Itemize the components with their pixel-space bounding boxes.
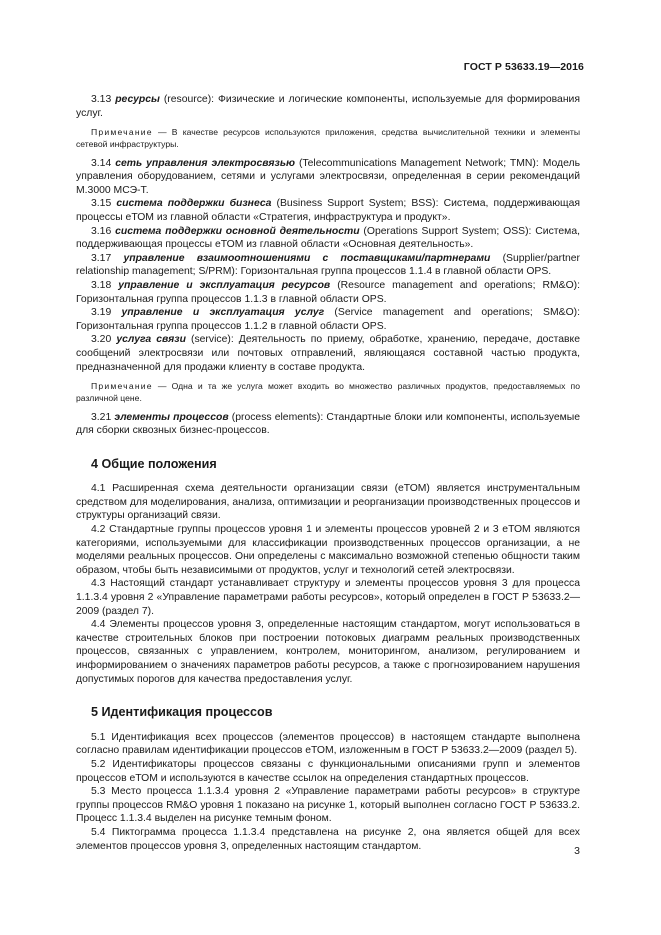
term-3-18: 3.18 управление и эксплуатация ресурсов (Resource management and operations; RM&O): Горизонтальная группа процессов 1.1.3 в главной области OPS.: [76, 279, 581, 305]
term-3-20: 3.20 услуга связи (service): Деятельность по приему, обработке, хранению, передаче, доставке сообщений электросвязи или почтовых отправлений, являющаяся составной частью продукта, предназначенной для продажи клиенту в составе продукта.: [76, 334, 580, 373]
standard-header: ГОСТ Р 53633.19—2016: [463, 61, 584, 73]
para-4-4: 4.4 Элементы процессов уровня 3, определенные настоящим стандартом, могут использоваться в качестве строительных блоков при построении потоковых диаграмм реальных производственных процессов, связанных с управлением, контролем, мониторингом, анализом, регулированием и информированием о значениях параметров работы ресурсов, а также с прогнозированием нарушения допустимых порогов для качества предоставления услуг.: [76, 619, 580, 685]
para-5-3: 5.3 Место процесса 1.1.3.4 уровня 2 «Управление параметрами работы ресурсов» в структуре группы процессов RM&O уровня 1 показано на рисунке 1, который выполнен согласно ГОСТ Р 53633.2. Процесс 1.1.3.4 выделен на рисунке темным фоном.: [76, 786, 580, 825]
para-5-4: 5.4 Пиктограмма процесса 1.1.3.4 представлена на рисунке 2, она является общей для всех элементов процессов уровня 3, определенных настоящим стандартом.: [76, 826, 580, 852]
term-3-21: 3.21 элементы процессов (process elements): Стандартные блоки или компоненты, используемые для сборки сквозных бизнес-процессов.: [76, 411, 580, 437]
section-5-title: 5 Идентификация процессов: [91, 705, 273, 720]
document-body: [76, 93, 580, 853]
term-3-13: 3.13 ресурсы (resource): Физические и логические компоненты, используемые для формирования услуг.: [76, 94, 580, 119]
section-4-title: 4 Общие положения: [91, 456, 217, 471]
term-3-15: 3.15 система поддержки бизнеса (Business Support System; BSS): Система, поддерживающая процессы еТОМ из главной области «Стратегия, инфраструктура и продукт».: [76, 198, 581, 223]
para-5-1: 5.1 Идентификация всех процессов (элементов процессов) в настоящем стандарте выполнена согласно правилам идентификации процессов еТОМ, изложенным в ГОСТ Р 53633.2—2009 (раздел 5).: [76, 731, 580, 757]
term-3-19: 3.19 управление и эксплуатация услуг (Service management and operations; SM&O): Горизонтальная группа процессов 1.1.2 в главной области OPS.: [76, 307, 580, 332]
note-2: Примечание — Одна и та же услуга может входить во множество различных продуктов, предоставляемых по различной цене.: [76, 381, 580, 404]
page-number: 3: [574, 845, 580, 857]
term-3-17: 3.17 управление взаимоотношениями с поставщиками/партнерами (Supplier/partner relationship management; S/PRM): Горизонтальная группа процессов 1.1.4 в главной области OPS.: [76, 252, 580, 278]
term-3-14: 3.14 сеть управления электросвязью (Telecommunications Management Network; TMN): Модель управления оборудованием, сетями и услугами электросвязи, определенная в серии рекомендаций М.3000 МСЭ-Т.: [76, 157, 580, 196]
note-1: Примечание — В качестве ресурсов используются приложения, средства вычислительной техники и элементы сетевой инфраструктуры.: [76, 127, 580, 150]
para-5-2: 5.2 Идентификаторы процессов связаны с функциональными описаниями групп и элементов процессов еТОМ и используются в качестве ссылок на определения стандартных процессов.: [76, 758, 580, 784]
para-4-3: 4.3 Настоящий стандарт устанавливает структуру и элементы процессов уровня 3 для процесса 1.1.3.4 уровня 2 «Управление параметрами работы ресурсов», который определен в ГОСТ Р 53633.2—2009 (раздел 7).: [76, 578, 580, 617]
para-4-1: 4.1 Расширенная схема деятельности организации связи (еТОМ) является инструментальным средством для моделирования, анализа, оптимизации и реорганизации производственных процессов и структуры организаций связи.: [76, 483, 580, 522]
para-4-2: 4.2 Стандартные группы процессов уровня 1 и элементы процессов уровней 2 и 3 еТОМ являются категориями, используемыми для классификации производственных процессов организации, а не моделями реальных процессов. Они определены с максимально возможной степенью общности таким образом, чтобы быть независимыми от продуктов, услуг и технологий сетей электросвязи.: [76, 524, 580, 576]
term-3-16: 3.16 система поддержки основной деятельности (Operations Support System; OSS): Система, поддерживающая процессы еТОМ из главной области «Основная деятельность».: [76, 225, 580, 251]
